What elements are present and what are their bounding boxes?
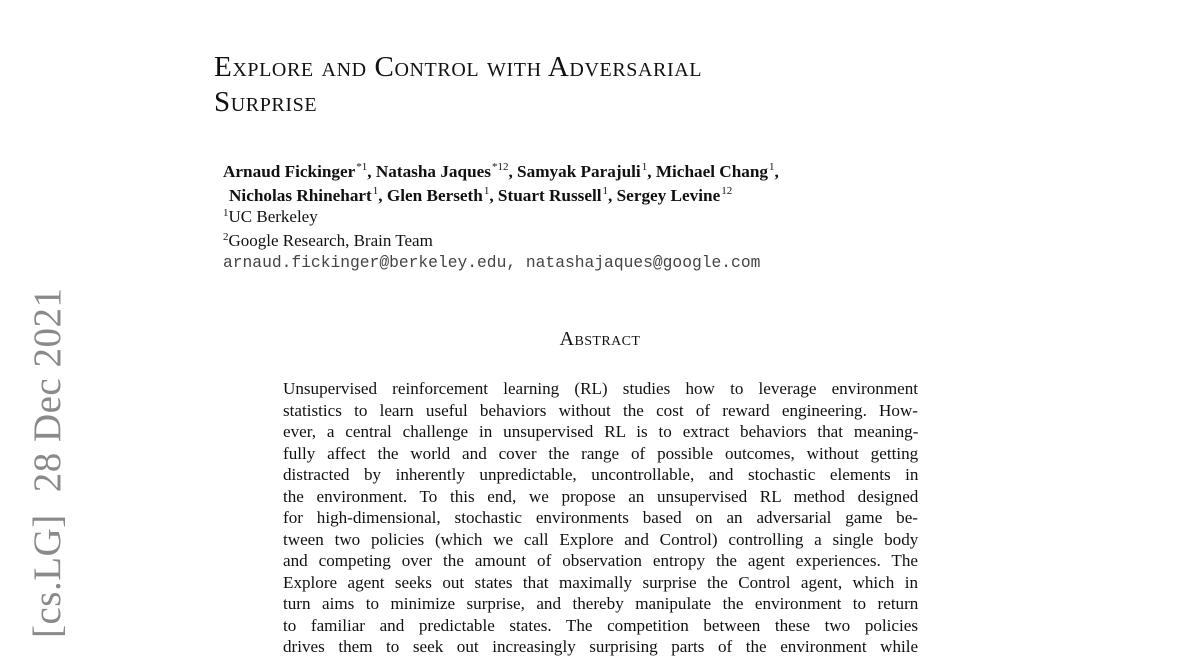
abstract-line: and competing over the amount of observation entropy the agent experiences. The bbox=[283, 551, 918, 570]
affiliation-item bbox=[223, 230, 433, 254]
abstract-line: fully affect the world and cover the range of possible outcomes, without getting bbox=[283, 443, 919, 463]
affiliation-mark: 1 bbox=[223, 207, 229, 219]
arxiv-side-stamp bbox=[28, 266, 67, 649]
author-name: Arnaud Fickinger bbox=[223, 162, 356, 181]
abstract-line: to familiar and predictable states. The competition between these two policies bbox=[283, 615, 918, 635]
affiliation-name: Google Research, Brain Team bbox=[228, 231, 433, 250]
abstract-line: ever, a central challenge in unsupervised RL is to extract behaviors that meaning- bbox=[283, 422, 919, 441]
abstract-line: tween two policies (which we call Explore and Control) controlling a single body bbox=[283, 529, 919, 549]
abstract-body bbox=[283, 378, 918, 658]
affiliations bbox=[223, 206, 433, 254]
author-list bbox=[223, 161, 903, 209]
author-name: Glen Berseth bbox=[386, 186, 483, 205]
abstract-line: Unsupervised reinforcement learning (RL) studies how to leverage environment bbox=[283, 379, 918, 398]
abstract-line: for high-dimensional, stochastic environments based on an adversarial game be- bbox=[283, 508, 918, 527]
author-marks: 1 bbox=[483, 185, 490, 197]
author-separator: , bbox=[608, 186, 617, 205]
author-name: Michael Chang bbox=[655, 162, 769, 181]
title-line-1: Explore and Control with Adversarial bbox=[214, 51, 703, 83]
author-emails: arnaud.fickinger@berkeley.edu, natashajaques@google.com bbox=[223, 253, 761, 272]
affiliation-name: UC Berkeley bbox=[228, 207, 318, 226]
author-separator: , bbox=[489, 186, 498, 205]
author-marks: 12 bbox=[721, 185, 733, 197]
affiliation-item bbox=[223, 206, 433, 230]
abstract-line: turn aims to minimize surprise, and thereby manipulate the environment to return bbox=[283, 594, 919, 613]
abstract-line: statistics to learn useful behaviors without the cost of reward engineering. How- bbox=[283, 400, 918, 420]
author-line-1 bbox=[223, 162, 779, 181]
author-marks: *12 bbox=[491, 161, 509, 173]
abstract-heading-text: Abstract bbox=[559, 328, 641, 350]
abstract-line: distracted by inherently unpredictable, uncontrollable, and stochastic elements in bbox=[283, 465, 919, 484]
author-name: Natasha Jaques bbox=[375, 162, 491, 181]
arxiv-category: [cs.LG] bbox=[26, 514, 69, 638]
author-marks: 1 bbox=[641, 161, 648, 173]
arxiv-date: 28 Dec 2021 bbox=[26, 287, 69, 493]
author-name: Stuart Russell bbox=[497, 186, 602, 205]
abstract-line: Explore agent seeks out states that maximally surprise the Control agent, which in bbox=[283, 572, 918, 592]
author-marks: 1 bbox=[372, 185, 379, 197]
author-name: Sergey Levine bbox=[616, 186, 721, 205]
abstract-line: drives them to seek out increasingly surprising parts of the environment while bbox=[283, 637, 919, 656]
author-separator: , bbox=[774, 162, 779, 181]
paper-title bbox=[214, 50, 934, 120]
author-name: Samyak Parajuli bbox=[517, 162, 641, 181]
author-marks: *1 bbox=[356, 161, 368, 173]
title-line-2: Surprise bbox=[214, 86, 318, 118]
author-separator: , bbox=[378, 186, 387, 205]
author-name: Nicholas Rhinehart bbox=[229, 186, 372, 205]
author-separator: , bbox=[647, 162, 656, 181]
abstract-heading bbox=[0, 328, 1200, 351]
author-marks: 1 bbox=[602, 185, 609, 197]
author-separator: , bbox=[508, 162, 518, 181]
affiliation-mark: 2 bbox=[223, 231, 229, 243]
author-marks: 1 bbox=[769, 161, 775, 173]
abstract-line: the environment. To this end, we propose an unsupervised RL method designed bbox=[283, 486, 919, 506]
author-separator: , bbox=[367, 162, 376, 181]
